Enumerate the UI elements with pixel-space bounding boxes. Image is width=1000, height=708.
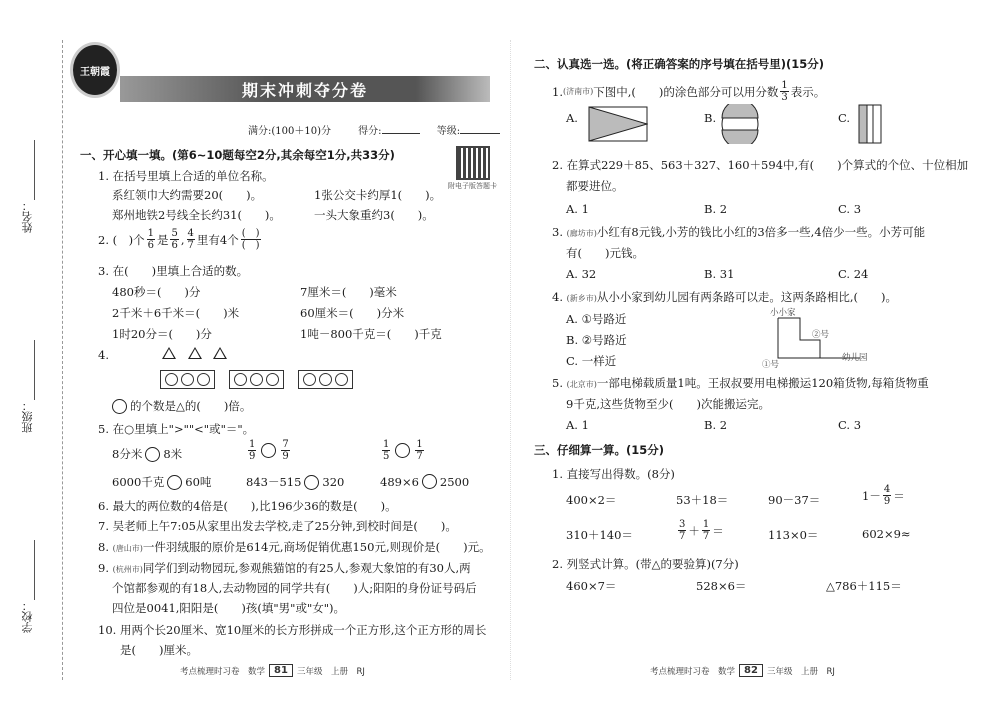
section1-title: 一、开心填一填。(第6~10题每空2分,其余每空1分,共33分) [80,148,395,162]
map-school: 幼儿园 [842,353,868,363]
calc-item: 90－37＝ [768,493,821,507]
r-q4-optB: B. ②号路近 [566,333,627,347]
q2: 2. ( )个 $\frac{1}{6}$ 是 $\frac{5}{6}$ , $\frac{4}{7}$ 里有4个 $\frac{( )}{( )}$ [98,228,260,251]
r-q1-optB: B. [704,111,717,125]
q1: 1. 在括号里填上合适的单位名称。 [98,169,274,183]
q3c: 2千米＋6千米＝( )米 [112,306,240,320]
q4-text: 的个数是△的( )倍。 [112,398,251,414]
r-q3-optA: A. 32 [566,267,597,281]
binding-line [62,40,63,680]
r-q2b: 都要进位。 [566,179,624,193]
r-q4: 4. (新乡市)从小小家到幼儿园有两条路可以走。这两条路相比,( )。 [552,290,898,304]
q5e: 843－515 320 [246,475,345,489]
q8: 8. (唐山市)一件羽绒服的原价是614元,商场促销优惠150元,则现价是( )元。 [98,540,491,554]
compare-circle[interactable] [261,443,276,458]
q1d: 一头大象重约3( )。 [314,208,434,222]
calc-item: $\frac{3}{7}$ ＋ $\frac{1}{7}$ ＝ [679,519,724,542]
r-q2a: 2. 在算式229＋85、563＋327、160＋594中,有( )个算式的个位、十位相加 [552,158,969,172]
q7: 7. 吴老师上午7:05从家里出发去学校,走了25分钟,到校时间是( )。 [98,519,457,533]
triangle-icon [162,347,176,359]
r-q5-optA: A. 1 [566,418,589,432]
compare-circle[interactable] [145,447,160,462]
r-q2-optB: B. 2 [704,202,728,216]
circle-group [229,370,284,389]
circle-icon [112,399,127,414]
q3: 3. 在( )里填上合适的数。 [98,264,249,278]
school-label: 学校： [21,600,34,633]
page-divider [510,40,511,680]
compare-circle[interactable] [167,475,182,490]
r-q3-optC: C. 24 [838,267,869,281]
name-label: 姓名： [21,200,34,233]
footer-left: 考点梳理时习卷 数学 81 三年级 上册 RJ [180,665,365,677]
r-q3a: 3. (廊坊市)小红有8元钱,小芳的钱比小红的3倍多一些,4倍少一些。小芳可能 [552,225,926,239]
calc2-item: 460×7＝ [566,579,617,593]
r-q2-optC: C. 3 [838,202,862,216]
calc-item: 113×0＝ [768,528,819,542]
q3d: 60厘米＝( )分米 [300,306,405,320]
q5: 5. 在○里填上">""<"或"＝"。 [98,422,255,436]
triangle-icon [213,347,227,359]
calc-item: 602×9≈ [862,527,911,541]
triangle-icon [188,347,202,359]
q4: 4. [98,348,109,362]
q10a: 10. 用两个长20厘米、宽10厘米的长方形拼成一个正方形,这个正方形的周长 [98,623,487,637]
footer-right: 考点梳理时习卷 数学 82 三年级 上册 RJ [650,665,835,677]
compare-circle[interactable] [395,443,410,458]
figure-c [858,104,882,144]
q3a: 480秒＝( )分 [112,285,201,299]
q6: 6. 最大的两位数的4倍是( ),比196少36的数是( )。 [98,499,397,513]
r-q3b: 有( )元钱。 [566,246,644,260]
r-q5b: 9千克,这些货物至少( )次能搬运完。 [566,397,770,411]
q1a: 系红领巾大约需要20( )。 [112,188,263,202]
map-route2: ②号 [812,330,830,340]
logo: 王朝霞 [70,42,120,98]
calc2-item: △786＋115＝ [826,579,902,593]
q3f: 1吨－800千克＝( )千克 [300,327,442,341]
q3b: 7厘米＝( )毫米 [300,285,397,299]
class-underline [34,340,35,400]
q9b: 个馆都参观的有18人,去动物园的同学共有( )人;阳阳的身份证号码后 [112,581,477,595]
qr-caption: 附电子版答题卡 [448,182,497,190]
r-q1: 1. (济南市) 下图中,( )的涂色部分可以用分数 $\frac{1}{3}$ 表示。 [552,80,826,103]
calc-item: 400×2＝ [566,493,617,507]
page-number: 82 [739,664,763,677]
compare-circle[interactable] [422,474,437,489]
page-title: 期末冲刺夺分卷 [241,81,368,100]
school-underline [34,540,35,600]
r-q4-optA: A. ①号路近 [566,312,627,326]
q5a: 8分米 8米 [112,447,183,461]
q1b: 1张公交卡约厚1( )。 [314,188,442,202]
map-route1: ①号 [762,360,780,370]
q5c: $\frac{1}{5}$ $\frac{1}{7}$ [383,439,423,462]
q4-circles [160,370,367,389]
calc-item: 310＋140＝ [566,528,633,542]
r-q5-optB: B. 2 [704,418,728,432]
q5d: 6000千克 60吨 [112,475,212,489]
qr-code[interactable] [456,146,490,180]
calc2-title: 2. 列竖式计算。(带△的要验算)(7分) [552,557,739,571]
q1c: 郑州地铁2号线全长约31( )。 [112,208,281,222]
circle-group [298,370,353,389]
r-q5-optC: C. 3 [838,418,862,432]
q9a: 9. (杭州市)同学们到动物园玩,参观熊猫馆的有25人,参观大象馆的有30人,两 [98,561,471,575]
q5b: $\frac{1}{9}$ $\frac{7}{9}$ [249,439,289,462]
figure-b [720,104,760,144]
page-number: 81 [269,664,293,677]
class-label: 班级： [21,400,34,433]
q9c: 四位是0041,阳阳是( )孩(填"男"或"女")。 [112,601,346,615]
r-q4-optC: C. 一样近 [566,354,617,368]
r-q1-optA: A. [566,111,578,125]
circle-group [160,370,215,389]
calc1-title: 1. 直接写出得数。(8分) [552,467,675,481]
r-q2-optA: A. 1 [566,202,589,216]
q4-triangles [158,347,231,362]
section2-title: 二、认真选一选。(将正确答案的序号填在括号里)(15分) [534,57,825,71]
r-q5a: 5. (北京市)一部电梯载质量1吨。王叔叔要用电梯搬运120箱货物,每箱货物重 [552,376,929,390]
calc-item: 1－ $\frac{4}{9}$ ＝ [862,484,905,507]
calc-item: 53＋18＝ [676,493,729,507]
score-info: 满分:(100＋10)分 得分: 等级: [248,122,500,137]
name-underline [34,140,35,200]
section3-title: 三、仔细算一算。(15分) [534,443,665,457]
compare-circle[interactable] [304,475,319,490]
map-home: 小小家 [770,308,796,318]
r-q1-optC: C. [838,111,851,125]
q10b: 是( )厘米。 [120,643,198,657]
q3e: 1时20分＝( )分 [112,327,212,341]
r-q3-optB: B. 31 [704,267,735,281]
calc2-item: 528×6＝ [696,579,747,593]
figure-a [588,106,648,142]
q5f: 489×6 2500 [380,474,470,489]
